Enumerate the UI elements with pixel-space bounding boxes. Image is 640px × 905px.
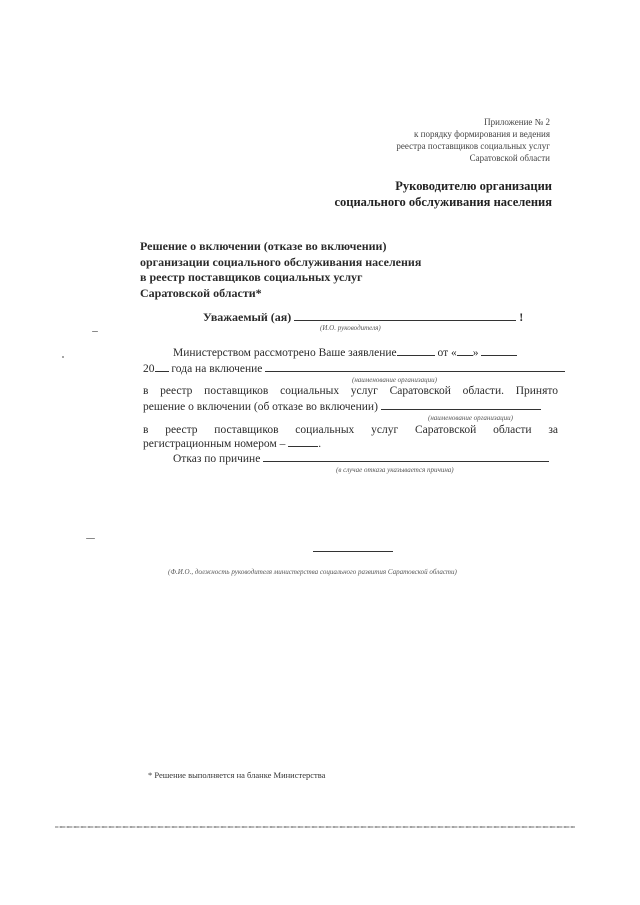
organization-caption-1: (наименование организации): [352, 376, 437, 384]
salutation-exclamation: !: [519, 310, 524, 324]
body-line-7: [173, 453, 549, 465]
body-p6-text: регистрационным номером –: [143, 438, 286, 450]
application-month-field: [481, 355, 517, 356]
decision-title-line-2: организации социального обслуживания населения: [140, 254, 422, 269]
salutation-text: Уважаемый (ая): [203, 310, 292, 324]
addressee-line-1: Руководителю организации: [395, 179, 552, 193]
appendix-block: [396, 116, 550, 164]
body-p4-text: решение о включении (об отказе во включении): [143, 401, 378, 413]
body-p7-text: Отказ по причине: [173, 453, 261, 465]
body-p2-text: года на включение: [171, 363, 263, 375]
registration-number-field: [288, 446, 318, 447]
body-line-4: [143, 401, 541, 413]
salutation-caption: (И.О. руководителя): [320, 324, 381, 332]
decision-title-line-1: Решение о включении (отказе во включении): [140, 239, 387, 253]
refusal-reason-caption: (в случае отказа указывается причина): [336, 466, 454, 474]
organization-name-field-2: [381, 409, 541, 410]
application-number-field: [397, 355, 435, 356]
salutation-line: [203, 310, 523, 325]
decision-title: [140, 239, 421, 301]
body-line-6: [143, 438, 321, 450]
signature-caption: (Ф.И.О., должность руководителя министерства социального развития Саратовской области): [168, 568, 457, 576]
scan-edge-line: [55, 826, 575, 828]
footnote: * Решение выполняется на бланке Министерства: [148, 770, 326, 780]
decision-title-line-4: Саратовской области*: [140, 285, 262, 300]
body-p6-end: .: [318, 438, 322, 450]
body-line-5: в реестр поставщиков социальных услуг Саратовской области за: [143, 424, 558, 436]
year-prefix: 20: [143, 363, 155, 375]
scan-speck: [62, 356, 64, 358]
decision-title-line-3: в реестр поставщиков социальных услуг: [140, 270, 363, 284]
refusal-reason-field: [263, 461, 549, 462]
addressee-line-2: социального обслуживания населения: [334, 195, 552, 209]
salutation-name-field: [294, 320, 516, 321]
appendix-line-2: к порядку формирования и ведения: [414, 129, 550, 139]
body-line-1: [173, 347, 517, 359]
appendix-line-3: реестра поставщиков социальных услуг: [396, 141, 550, 151]
body-line-3: в реестр поставщиков социальных услуг Саратовской области. Принято: [143, 385, 558, 397]
organization-caption-2: (наименование организации): [428, 414, 513, 422]
application-day-field: [457, 355, 473, 356]
scan-speck: [92, 331, 98, 332]
year-suffix-field: [155, 371, 169, 372]
body-p1-quote-close: »: [472, 347, 479, 359]
appendix-line-4: Саратовской области: [469, 153, 550, 163]
body-p1-text: Министерством рассмотрено Ваше заявление: [173, 347, 397, 359]
organization-name-field-1: [265, 371, 565, 372]
scan-speck: [86, 538, 95, 539]
addressee-block: [334, 178, 552, 210]
body-line-2: [143, 363, 565, 375]
signature-line: [313, 551, 393, 552]
appendix-line-1: Приложение № 2: [484, 117, 550, 127]
body-p1-from: от «: [437, 347, 457, 359]
